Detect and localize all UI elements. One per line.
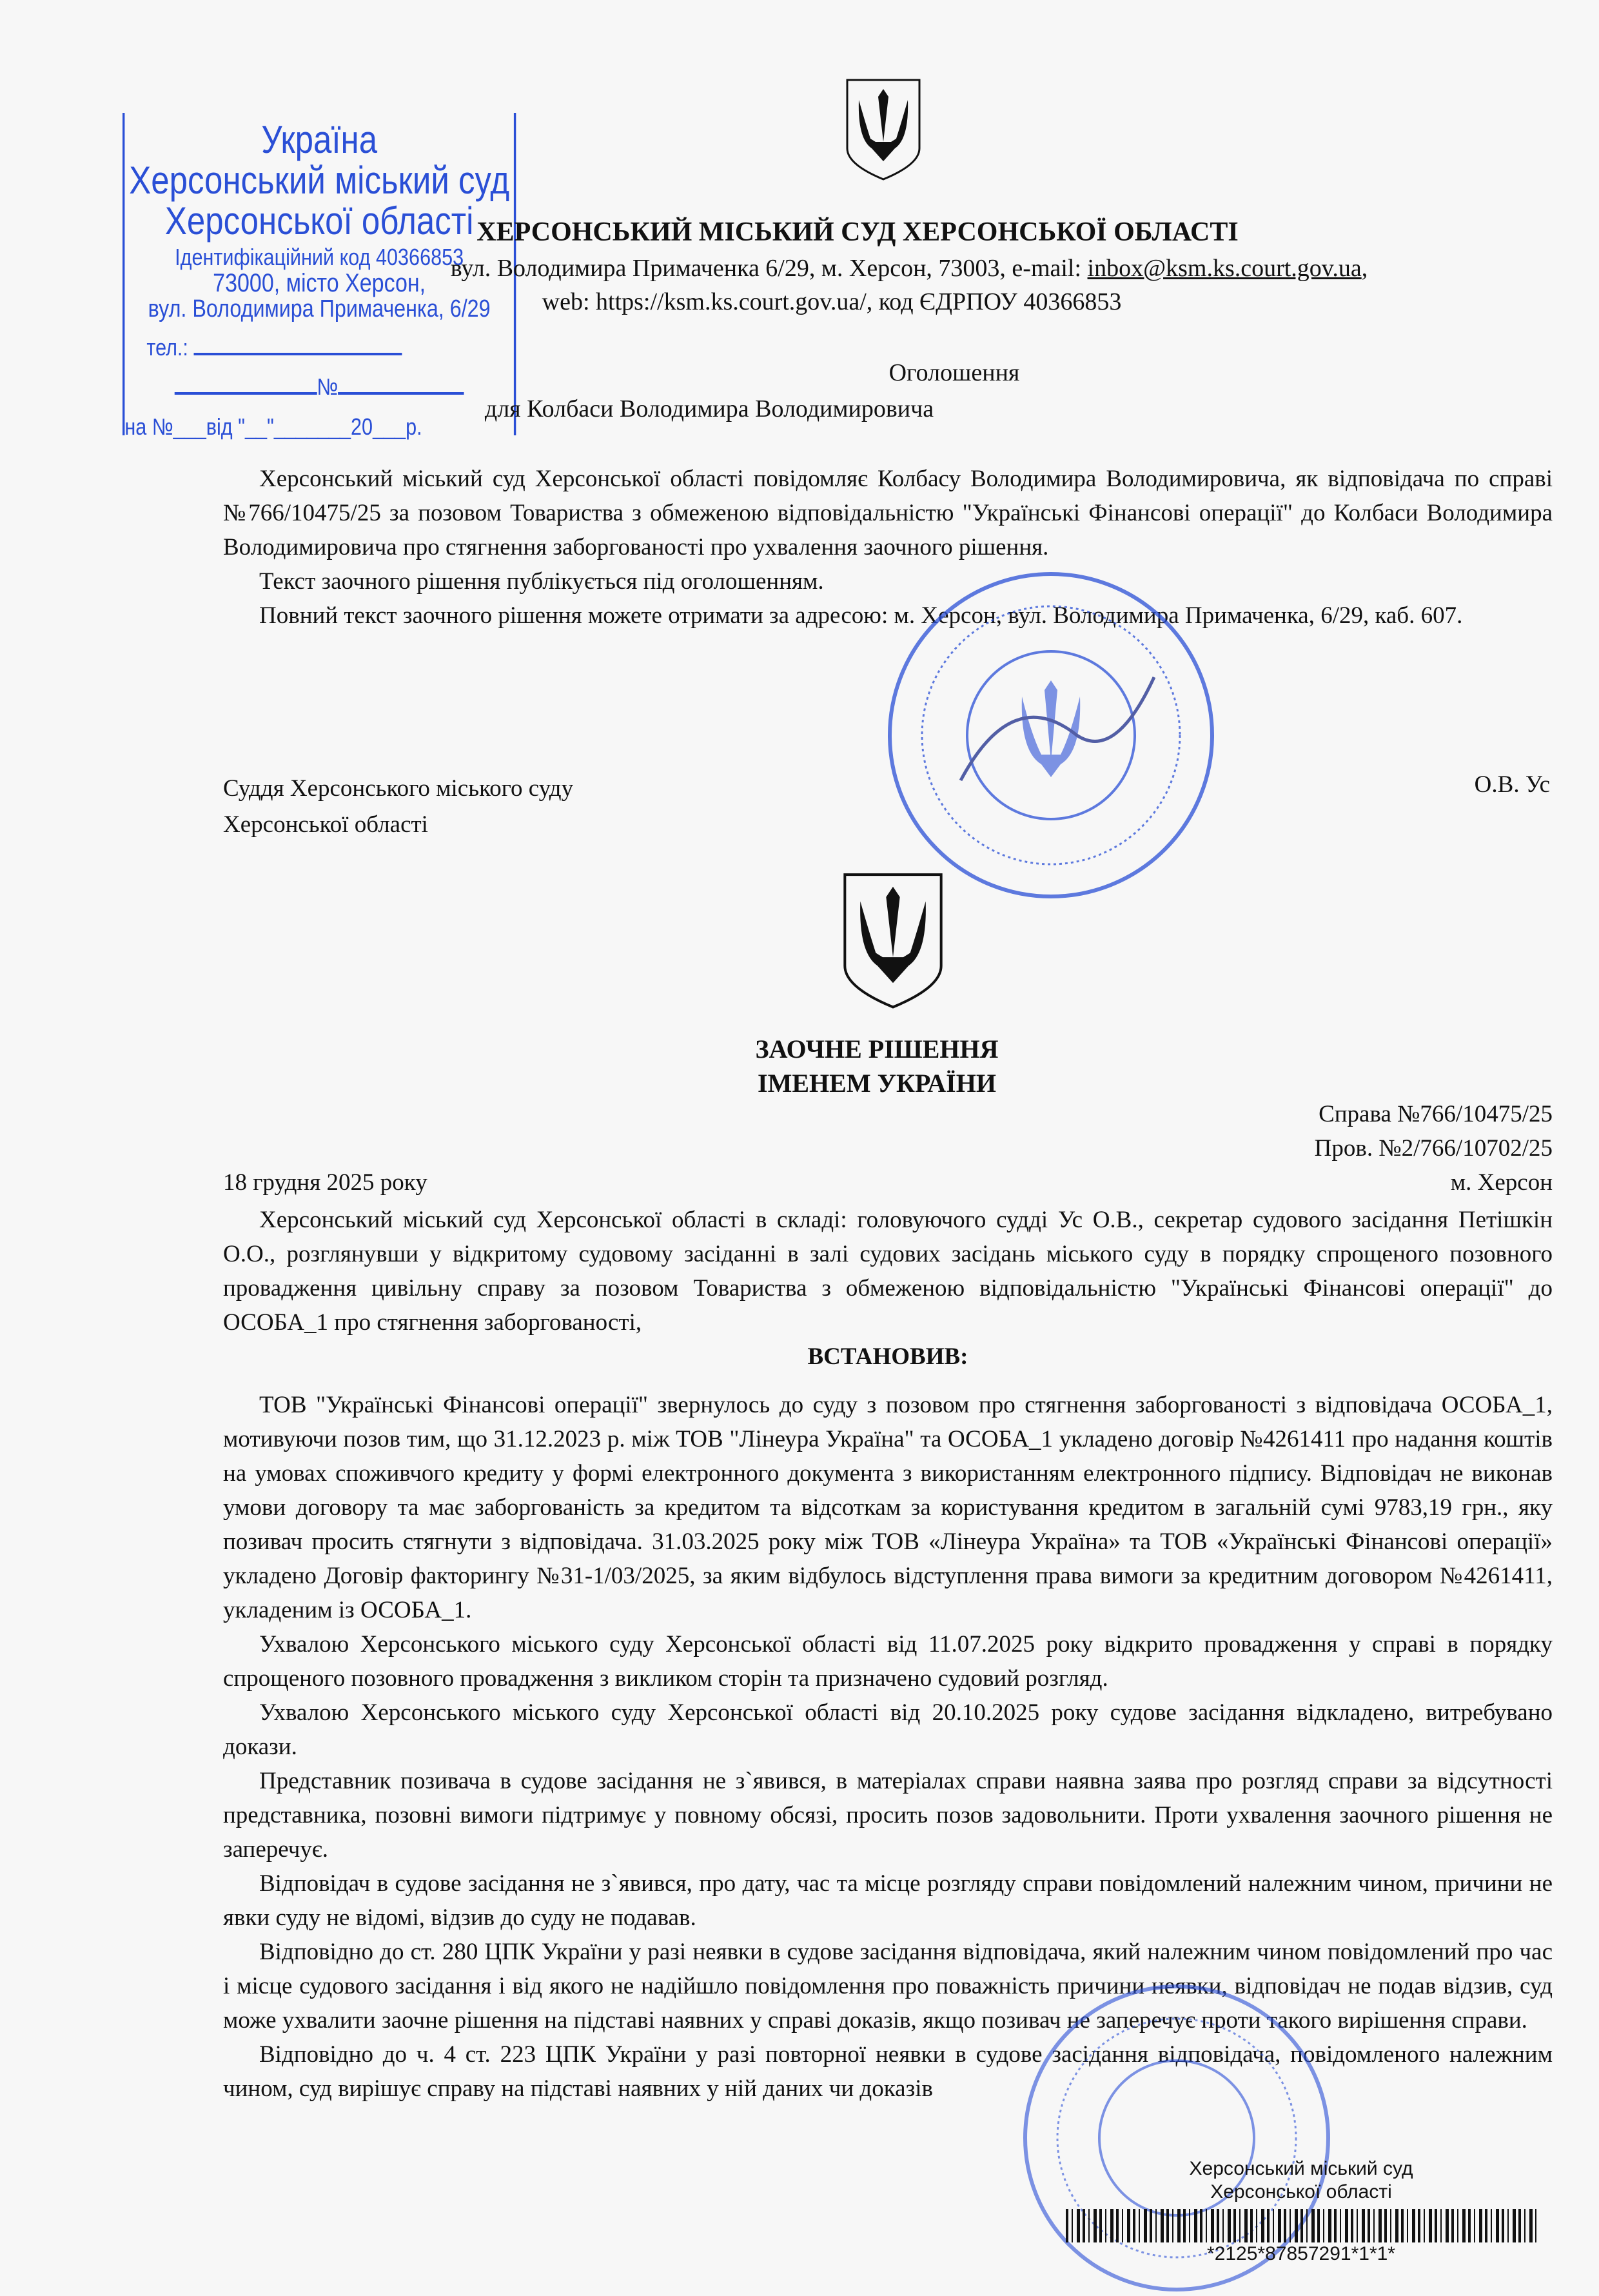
coat-of-arms-icon [841, 871, 945, 1009]
decision-body [223, 1203, 1553, 2106]
case-number: Справа №766/10475/25 [1319, 1101, 1553, 1127]
paragraph: Херсонський міський суд Херсонської області в складі: головуючого судді Ус О.В., секретар судового засідання Петішкін О.О., розглянувши у відкритому судовому засіданні в залі судових засідань міського суду в порядку спрощеного позовного провадження цивільну справу за позовом Товариства з обмеженою відповідальністю "Українські Фінансові операції" до ОСОБА_1 про стягнення заборгованості, [223, 1207, 1553, 1336]
paragraph: ТОВ "Українські Фінансові операції" звернулось до суду з позовом про стягнення заборгованості з відповідача ОСОБА_1, мотивуючи позов тим, що 31.12.2023 р. між ТОВ "Лінеура Україна" та ОСОБА_1 укладено договір №4261411 про надання коштів на умовах споживчого кредиту у формі електронного документа з використанням електронного підпису. Відповідач не виконав умови договору та має заборгованість за кредитом та відсоткам за користування кредитом в загальній сумі 9783,19 грн., яку позивач просить стягнути з відповідача. 31.03.2025 року між ТОВ «Лінеура Україна» та ТОВ «Українські Фінансові операції» укладено Договір факторингу №31-1/03/2025, за яким відбулось відступлення права вимоги за кредитним договором №4261411, укладеним із ОСОБА_1. [223, 1392, 1553, 1623]
paragraph: Представник позивача в судове засідання не з`явився, в матеріалах справи наявна заява про розгляд справи за відсутності представника, позовні вимоги підтримує у повному обсязі, просить позов задовольнити. Проти ухвалення заочного рішення не заперечує. [223, 1768, 1553, 1863]
barcode-icon [1066, 2209, 1536, 2242]
court-seal-icon [883, 568, 1219, 903]
stamp-num-label: № [317, 373, 338, 401]
paragraph: Відповідач в судове засідання не з`явився, про дату, час та місце розгляду справи повідомлений належним чином, причини не явки суду не відомі, відзив до суду не подавав. [223, 1870, 1553, 1931]
stamp-year: 20 [351, 413, 373, 440]
paragraph: Повний текст заочного рішення можете отримати за адресою: м. Херсон, вул. Володимира Примаченка, 6/29, каб. 607. [259, 602, 1463, 629]
judge-title: Суддя Херсонського міського суду [223, 775, 574, 802]
paragraph: Відповідно до ст. 280 ЦПК України у разі неявки в судове засідання відповідача, який належним чином повідомлений про час і місце судового засідання і від якого не надійшло повідомлення про поважність причини неявки, відповідач не подав відзив, суд може ухвалити заочне рішення на підставі наявних у справі доказів, якщо позивач не заперечує проти такого вирішення справи. [223, 1939, 1553, 2034]
stamp-line: Ідентифікаційний код 40366853 [175, 244, 464, 270]
court-web: web: https://ksm.ks.court.gov.ua/, код ЄДРПОУ 40366853 [542, 288, 1122, 315]
paragraph: Відповідно до ч. 4 ст. 223 ЦПК України у разі повторної неявки в судове засідання відповідача, повідомленого належним чином, суд вирішує справу на підставі наявних у ній даних чи доказів [223, 2041, 1553, 2102]
decision-title [0, 1032, 1599, 1100]
stamp-ref: на №___від "__"_______20___р. [124, 413, 422, 440]
address-tail: , [1361, 255, 1368, 282]
paragraph: Текст заочного рішення публікується під оголошенням. [259, 568, 824, 595]
stamp-tel-label: тел.: [146, 333, 188, 361]
decision-title-line: ІМЕНЕМ УКРАЇНИ [758, 1069, 996, 1098]
court-address [277, 254, 1541, 282]
stamp-date-label: від " [206, 413, 246, 440]
decision-date: 18 грудня 2025 року [223, 1169, 427, 1196]
established-heading: ВСТАНОВИВ: [807, 1343, 968, 1370]
stamp-line: Україна [261, 118, 378, 161]
document-footer [1066, 2157, 1536, 2266]
announcement-title: Оголошення [888, 359, 1020, 386]
court-title: ХЕРСОНСЬКИЙ МІСЬКИЙ СУД ХЕРСОНСЬКОЇ ОБЛАСТІ [476, 217, 1239, 247]
announcement-recipient: для Колбаси Володимира Володимировича [484, 395, 934, 422]
footer-court: Херсонської області [1210, 2181, 1392, 2202]
footer-court: Херсонський міський суд [1189, 2158, 1413, 2179]
judge-title: Херсонської області [223, 811, 428, 838]
barcode-text: *2125*87857291*1*1* [1207, 2243, 1395, 2264]
stamp-tel [146, 335, 514, 360]
proceeding-number: Пров. №2/766/10702/25 [1314, 1135, 1553, 1162]
paragraph: Ухвалою Херсонського міського суду Херсонської області від 11.07.2025 року відкрито провадження у справі в порядку спрощеного позовного провадження з викликом сторін та призначено судовий розгляд. [223, 1631, 1553, 1692]
stamp-ref-label: на № [124, 413, 173, 440]
paragraph: Ухвалою Херсонського міського суду Херсонської області від 20.10.2025 року судове засідання відкладено, витребувано докази. [223, 1699, 1553, 1760]
stamp-line: Херсонської області [164, 199, 474, 242]
stamp-line: вул. Володимира Примаченка, 6/29 [148, 295, 491, 322]
judge-signature-block [223, 771, 573, 843]
email-link[interactable]: inbox@ksm.ks.court.gov.ua [1087, 255, 1362, 282]
coat-of-arms-icon [845, 77, 922, 181]
paragraph: Херсонський міський суд Херсонської області повідомляє Колбасу Володимира Володимировича, як відповідача по справі №766/10475/25 за позовом Товариства з обмеженою відповідальністю "Українські Фінансові операції" до Колбаси Володимира Володимировича про стягнення заборгованості про ухвалення заочного рішення. [223, 466, 1553, 560]
address-text: вул. Володимира Примаченка 6/29, м. Херсон, 73003, e-mail: [450, 255, 1088, 282]
stamp-r: р. [406, 413, 422, 440]
decision-city: м. Херсон [1450, 1169, 1553, 1196]
decision-title-line: ЗАОЧНЕ РІШЕННЯ [755, 1034, 999, 1064]
stamp-line: Херсонський міський суд [129, 159, 510, 202]
stamp-line: 73000, місто Херсон, [213, 268, 426, 297]
judge-name: О.В. Ус [1474, 771, 1550, 798]
